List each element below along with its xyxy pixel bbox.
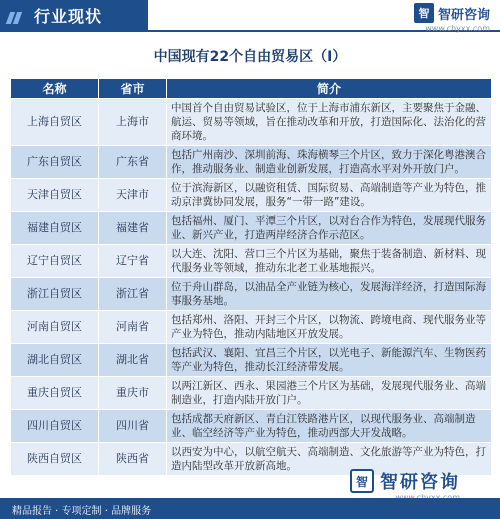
header-title: 行业现状 (34, 7, 103, 26)
zone-province: 广东省 (99, 146, 167, 179)
brand-url: www.chyxx.com (425, 24, 490, 33)
zone-name: 辽宁自贸区 (11, 245, 99, 278)
footer-brand-name: 智研咨询 (380, 472, 460, 493)
zone-name: 湖北自贸区 (11, 344, 99, 377)
zone-description: 位于舟山群岛，以油品全产业链为核心，发展海洋经济，打造国际海事服务基地。 (167, 278, 492, 311)
zone-province: 上海市 (99, 99, 167, 146)
zone-province: 陕西省 (99, 443, 167, 476)
table-body (11, 99, 492, 476)
zone-province: 福建省 (99, 212, 167, 245)
column-header-province: 省市 (99, 79, 167, 99)
table-row (11, 245, 492, 278)
zone-name: 浙江自贸区 (11, 278, 99, 311)
table-row (11, 179, 492, 212)
zone-description: 包括郑州、洛阳、开封三个片区，以物流、跨境电商、现代服务业等产业为特色，推动内陆地区开放发展。 (167, 311, 492, 344)
page-header (0, 0, 500, 38)
zone-description: 包括广州南沙、深圳前海、珠海横琴三个片区，致力于深化粤港澳合作，推动服务业、制造业创新发展，打造高水平对外开放门户。 (167, 146, 492, 179)
footer-logo-icon: 智 (350, 469, 374, 493)
table-title: 中国现有22个自由贸易区（I） (153, 49, 347, 65)
zone-name: 重庆自贸区 (11, 377, 99, 410)
zone-description: 包括福州、厦门、平潭三个片区，以对台合作为特色，发展现代服务业、新兴产业，打造两岸经济合作示范区。 (167, 212, 492, 245)
zone-description: 以大连、沈阳、营口三个片区为基础，聚焦于装备制造、新材料、现代服务业等领域，推动东北老工业基地振兴。 (167, 245, 492, 278)
zone-description: 位于滨海新区，以融资租赁、国际贸易、高端制造等产业为特色，推动京津冀协同发展，服务“一带一路”建设。 (167, 179, 492, 212)
zone-description: 以两江新区、西永、果园港三个片区为基础，发展现代服务业、高端制造业，打造内陆开放门户。 (167, 377, 492, 410)
zone-province: 河南省 (99, 311, 167, 344)
zone-description: 中国首个自由贸易试验区，位于上海市浦东新区，主要聚焦于金融、航运、贸易等领域，旨在推动改革和开放，打造国际化、法治化的营商环境。 (167, 99, 492, 146)
table-header-row (11, 79, 492, 99)
zone-province: 湖北省 (99, 344, 167, 377)
brand-name: 智研咨询 (437, 7, 490, 23)
table-row (11, 212, 492, 245)
zone-province: 天津市 (99, 179, 167, 212)
zone-name: 河南自贸区 (11, 311, 99, 344)
column-header-desc: 简介 (167, 79, 492, 99)
table-row (11, 344, 492, 377)
footer-text: 精品报告 · 专项定制 · 品牌服务 (12, 506, 152, 517)
table-row (11, 377, 492, 410)
zone-name: 福建自贸区 (11, 212, 99, 245)
zone-description: 包括成都天府新区、青白江铁路港片区，以现代服务业、高端制造业、临空经济等产业为特色，推动西部大开发战略。 (167, 410, 492, 443)
zone-name: 天津自贸区 (11, 179, 99, 212)
zone-description: 以西安为中心，以航空航天、高端制造、文化旅游等产业为特色，打造内陆型改革开放新高地。 (167, 443, 492, 476)
zone-name: 广东自贸区 (11, 146, 99, 179)
zone-description: 包括武汉、襄阳、宜昌三个片区，以光电子、新能源汽车、生物医药等产业为特色，推动长江经济带发展。 (167, 344, 492, 377)
zone-name: 四川自贸区 (11, 410, 99, 443)
header-stripes-icon (8, 9, 28, 21)
brand-logo-icon: 智 (414, 3, 434, 23)
zone-province: 浙江省 (99, 278, 167, 311)
zone-name: 上海自贸区 (11, 99, 99, 146)
page-footer (0, 498, 500, 519)
free-trade-zone-table (10, 78, 492, 476)
column-header-name: 名称 (11, 79, 99, 99)
zone-name: 陕西自贸区 (11, 443, 99, 476)
table-row (11, 410, 492, 443)
table-row (11, 278, 492, 311)
zone-province: 重庆市 (99, 377, 167, 410)
header-bar (0, 0, 148, 30)
table-row (11, 311, 492, 344)
table-row (11, 99, 492, 146)
zone-province: 辽宁省 (99, 245, 167, 278)
zone-province: 四川省 (99, 410, 167, 443)
footer-brand (350, 468, 460, 494)
header-brand (414, 3, 490, 23)
table-row (11, 146, 492, 179)
